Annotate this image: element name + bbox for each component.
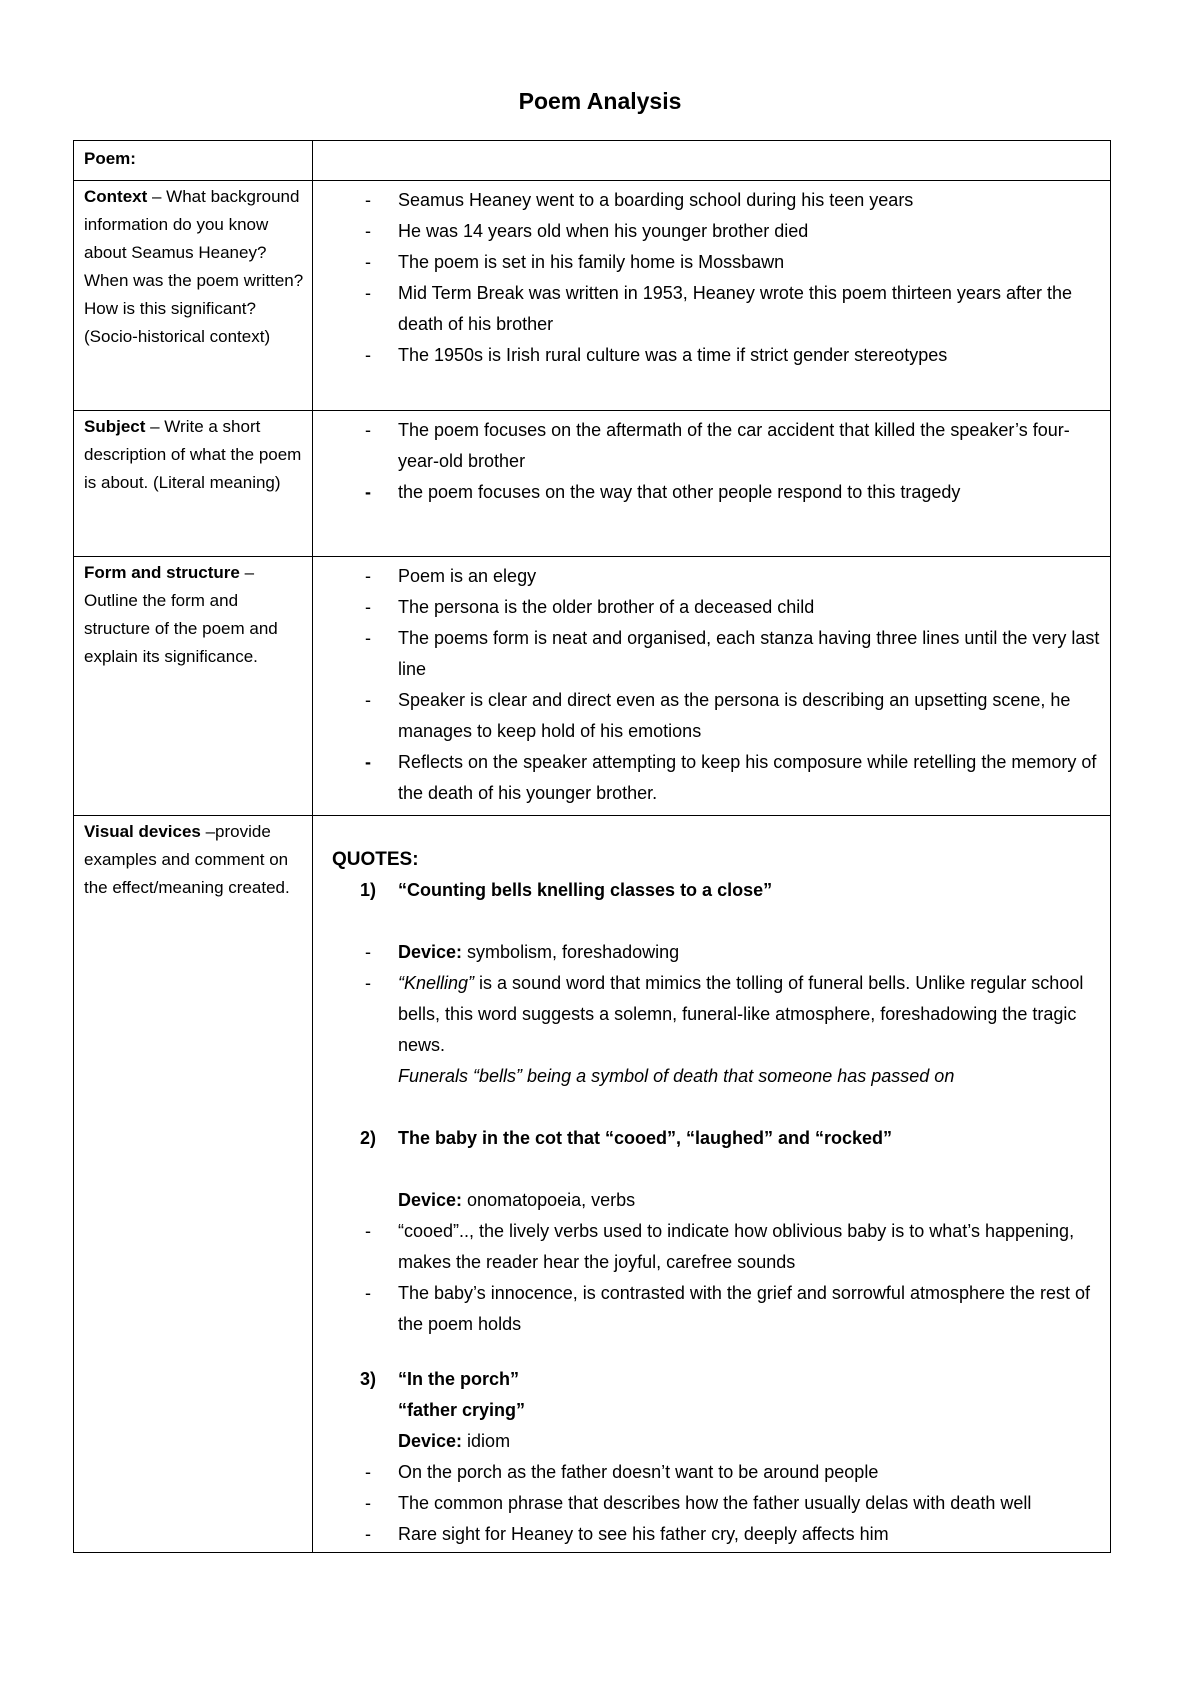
device-value: onomatopoeia, verbs [462,1190,636,1210]
analysis-table [73,140,1111,1553]
quote-1-comment: is a sound word that mimics the tolling of funeral bells. Unlike regular school bells, this word suggests a solemn, funeral-like atmosphere, foreshadowing the tragic news. [398,973,1084,1055]
quote-2-device [323,1185,1100,1216]
list-item [323,968,1100,1061]
visual-cell [313,816,1111,1553]
quote-1 [323,875,1100,906]
table-row-context [74,181,1111,411]
label-context-bold: Context [84,187,148,206]
label-form [74,557,313,816]
list-item: - The poem focuses on the aftermath of the car accident that killed the speaker’s four-year-old brother [323,415,1100,477]
quote-2-number: 2) [360,1128,377,1148]
form-cell [313,557,1111,816]
form-list [323,561,1100,809]
list-item: - Mid Term Break was written in 1953, Heaney wrote this poem thirteen years after the death of his brother [323,278,1100,340]
table-row-form [74,557,1111,816]
device-value: symbolism, foreshadowing [462,942,680,962]
label-poem [74,141,313,181]
quote-3-text-2: “father crying” [398,1400,526,1420]
label-context [74,181,313,411]
list-item: - The baby’s innocence, is contrasted with the grief and sorrowful atmosphere the rest of the poem holds [323,1278,1100,1340]
list-item: - Reflects on the speaker attempting to keep his composure while retelling the memory of the death of his younger brother. [323,747,1100,809]
quote-2-list [323,1216,1100,1340]
label-subject [74,411,313,557]
quote-1-keyword: “Knelling” [398,973,475,993]
list-item: - “cooed”.., the lively verbs used to indicate how oblivious baby is to what’s happening, makes the reader hear the joyful, carefree sounds [323,1216,1100,1278]
table-row-subject [74,411,1111,557]
context-list [323,185,1100,371]
quote-3-number: 3) [360,1369,377,1389]
label-context-rest: – What background information do you know about Seamus Heaney? When was the poem written? How is this significant? (Socio-historical context) [84,187,304,346]
subject-list [323,415,1100,508]
list-item: - The poem is set in his family home is Mossbawn [323,247,1100,278]
list-item [323,937,1100,968]
list-item: - On the porch as the father doesn’t want to be around people [323,1457,1100,1488]
list-item: - He was 14 years old when his younger brother died [323,216,1100,247]
table-row-visual [74,816,1111,1553]
device-value: idiom [462,1431,511,1451]
quote-3-line-2 [323,1395,1100,1426]
quotes-heading: QUOTES: [332,849,419,870]
label-visual-rest: –provide examples and comment on the effect/meaning created. [84,822,290,897]
quote-1-text: “Counting bells knelling classes to a close” [398,880,773,900]
list-item: - Poem is an elegy [323,561,1100,592]
list-item: - the poem focuses on the way that other people respond to this tragedy [323,477,1100,508]
device-label: Device: [398,1431,463,1451]
list-item: - Seamus Heaney went to a boarding school during his teen years [323,185,1100,216]
subject-cell [313,411,1111,557]
list-item: - The persona is the older brother of a deceased child [323,592,1100,623]
quote-3-text: “In the porch” [398,1369,519,1389]
quote-3-device [323,1426,1100,1457]
context-cell [313,181,1111,411]
page-title: Poem Analysis [518,88,682,114]
quote-2-text: The baby in the cot that “cooed”, “laughed” and “rocked” [398,1128,893,1148]
quote-3-list [323,1457,1100,1550]
list-item: - Rare sight for Heaney to see his father cry, deeply affects him [323,1519,1100,1550]
device-label: Device: [398,1190,463,1210]
label-form-bold: Form and structure [84,563,240,582]
list-item: - Speaker is clear and direct even as the persona is describing an upsetting scene, he manages to keep hold of his emotions [323,685,1100,747]
list-item: - The 1950s is Irish rural culture was a time if strict gender stereotypes [323,340,1100,371]
list-item: - The poems form is neat and organised, each stanza having three lines until the very last line [323,623,1100,685]
quote-1-note: Funerals “bells” being a symbol of death that someone has passed on [398,1066,955,1086]
label-visual-bold: Visual devices [84,822,201,841]
label-poem-text: Poem: [84,149,136,168]
quote-2 [323,1123,1100,1154]
label-visual [74,816,313,1553]
label-subject-rest: – Write a short description of what the poem is about. (Literal meaning) [84,417,302,492]
label-subject-bold: Subject [84,417,146,436]
table-row-poem [74,141,1111,181]
quote-3 [323,1364,1100,1395]
list-item: - The common phrase that describes how the father usually delas with death well [323,1488,1100,1519]
label-form-rest: – Outline the form and structure of the poem and explain its significance. [84,563,278,666]
quote-1-number: 1) [360,880,377,900]
poem-value-cell[interactable] [313,141,1111,181]
device-label: Device: [398,942,463,962]
quote-1-list [323,937,1100,1061]
